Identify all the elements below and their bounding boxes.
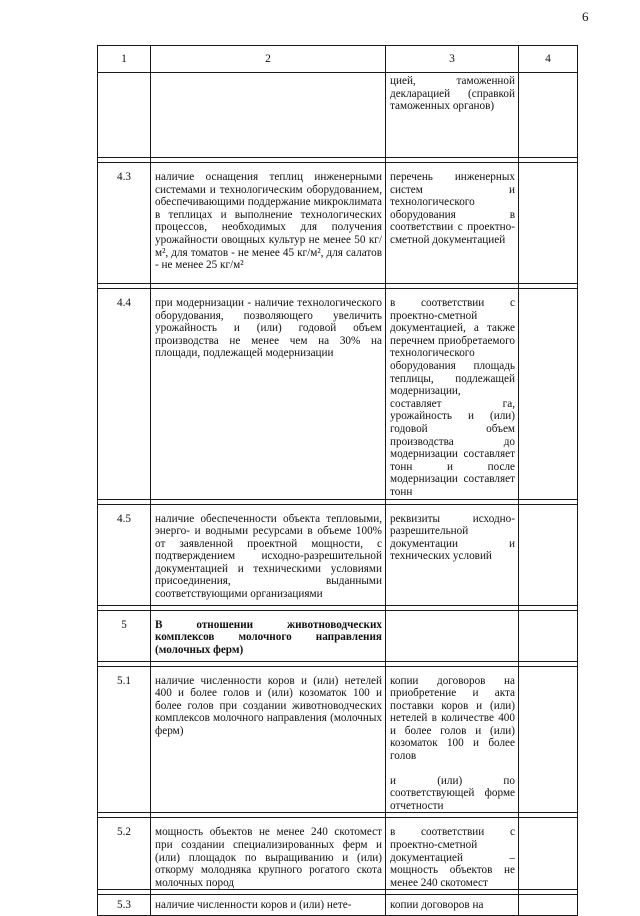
header-cell-2: 2: [151, 46, 386, 73]
table-row: [98, 895, 578, 916]
row-documents: копии договоров на: [386, 895, 519, 916]
row-documents: [386, 610, 519, 661]
row-documents: перечень инженерных систем и технологического оборудования в соответствии с проектно-сметной документацией: [386, 163, 519, 284]
table-row-section: [98, 610, 578, 661]
page-number: 6: [582, 9, 589, 24]
table-row: [98, 818, 578, 890]
row-note: [519, 289, 578, 500]
header-cell-1: 1: [98, 46, 151, 73]
row-requirement: наличие оснащения теплиц инженерными системами и технологическим оборудованием, обеспечивающими поддержание микроклимата в теплицах и выполнение технологических процессов, необходимых для получения урожайности овощных культур не менее 50 кг/м², для томатов - не менее 45 кг/м², для салатов - не менее 25 кг/м²: [151, 163, 386, 284]
row-number: [98, 73, 151, 158]
table-row: [98, 163, 578, 284]
requirements-table: [97, 45, 578, 916]
row-documents: [386, 666, 519, 813]
row-note: [519, 73, 578, 158]
row-note: [519, 504, 578, 605]
row-documents: в соответствии с проектно-сметной документацией, а также перечнем приобретаемого технологического оборудования площадь теплицы, подлежащей модернизации, составляет га, урожайность и (или) годовой объем производства до модернизации составляет тонн и после модернизации составляет тонн: [386, 289, 519, 500]
table-row: [98, 666, 578, 813]
row-requirement: наличие обеспеченности объекта тепловыми, энерго- и водными ресурсами в объеме 100% от заявленной проектной мощности, с подтверждением исходно-разрешительной документацией и техническими условиями присоединения, выданными соответствующими организациями: [151, 504, 386, 605]
row-note: [519, 610, 578, 661]
row-note: [519, 895, 578, 916]
row-requirement: при модернизации - наличие технологического оборудования, позволяющего увеличить урожайность и (или) годовой объем производства не менее чем на 30% на площади, подлежащей модернизации: [151, 289, 386, 500]
row-requirement: [151, 73, 386, 158]
row-number: 4.3: [98, 163, 151, 284]
table-row: [98, 73, 578, 158]
row-requirement: наличие численности коров и (или) нете-: [151, 895, 386, 916]
row-note: [519, 163, 578, 284]
table-row: [98, 289, 578, 500]
row-note: [519, 818, 578, 890]
row-note: [519, 666, 578, 813]
row-documents: в соответствии с проектно-сметной документацией – мощность объектов не менее 240 скотомест: [386, 818, 519, 890]
row-documents-part-1: копии договоров на приобретение и акта поставки коров и (или) нетелей в количестве 400 и более голов и (или) козоматок 100 и более голов: [390, 674, 515, 763]
row-number: 5.3: [98, 895, 151, 916]
row-number: 5.1: [98, 666, 151, 813]
row-number: 5: [98, 610, 151, 661]
row-requirement: наличие численности коров и (или) нетелей 400 и более голов и (или) козоматок 100 и более голов при создании животноводческих комплексов молочного направления (молочных ферм): [151, 666, 386, 813]
table-row: [98, 504, 578, 605]
row-requirement: мощность объектов не менее 240 скотомест при создании специализированных ферм и (или) площадок по выращиванию и (или) откорму молодняка крупного рогатого скота молочных пород: [151, 818, 386, 890]
table-header-row: [98, 46, 578, 73]
header-cell-4: 4: [519, 46, 578, 73]
row-documents-part-2: и (или) по соответствующей форме отчетности: [390, 774, 515, 812]
row-documents: цией, таможенной декларацией (справкой таможенных органов): [386, 73, 519, 158]
row-number: 4.5: [98, 504, 151, 605]
row-number: 5.2: [98, 818, 151, 890]
row-number: 4.4: [98, 289, 151, 500]
row-documents: реквизиты исходно-разрешительной документации и технических условий: [386, 504, 519, 605]
header-cell-3: 3: [386, 46, 519, 73]
row-section-title: В отношении животноводческих комплексов молочного направления (молочных ферм): [151, 610, 386, 661]
